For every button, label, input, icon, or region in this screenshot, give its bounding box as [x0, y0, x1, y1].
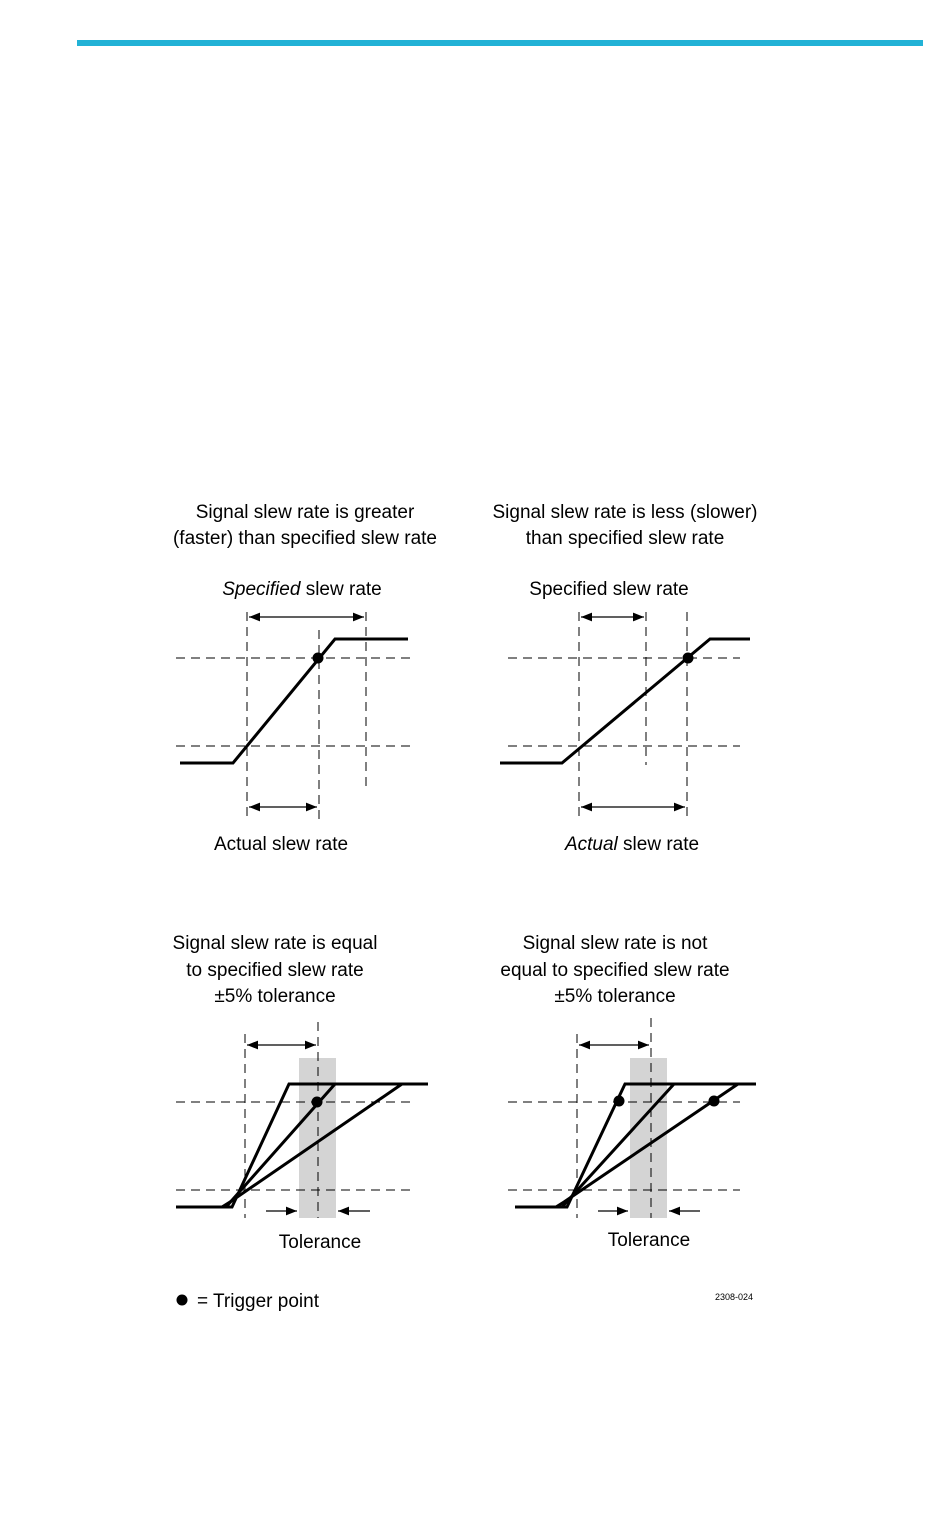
specified-emphasis: Specified	[222, 579, 301, 600]
panel-faster	[173, 502, 437, 855]
trigger-point-dot	[683, 653, 694, 664]
panel-equal-title-line3: ±5% tolerance	[214, 986, 336, 1007]
legend-label: = Trigger point	[197, 1291, 319, 1312]
panel-slower-actual-label	[564, 834, 699, 855]
panel-faster-title-line1: Signal slew rate is greater	[195, 502, 415, 523]
panel-not-equal-tolerance-label: Tolerance	[607, 1230, 691, 1251]
panel-not-equal	[500, 933, 756, 1251]
panel-slower	[492, 502, 757, 855]
trigger-point-dot	[614, 1096, 625, 1107]
panel-not-equal-title-line3: ±5% tolerance	[554, 986, 676, 1007]
panel-faster-specified-label	[222, 579, 381, 600]
trigger-point-dot	[709, 1096, 720, 1107]
legend-trigger-dot-icon	[177, 1295, 188, 1306]
panel-not-equal-title-line2: equal to specified slew rate	[500, 960, 730, 981]
panel-equal-title-line2: to specified slew rate	[186, 960, 364, 981]
actual-emphasis: Actual	[564, 834, 618, 855]
panel-slower-specified-label: Specified slew rate	[529, 579, 689, 600]
figure-id: 2308-024	[714, 1292, 753, 1302]
panel-slower-title-line1: Signal slew rate is less (slower)	[492, 502, 758, 523]
panel-faster-actual-label: Actual slew rate	[213, 834, 349, 855]
signal-waveform	[500, 639, 750, 763]
panel-slower-title-line2: than specified slew rate	[525, 528, 725, 549]
panel-equal-title-line1: Signal slew rate is equal	[172, 933, 378, 954]
panel-not-equal-title-line1: Signal slew rate is not	[522, 933, 708, 954]
trigger-point-dot	[313, 653, 324, 664]
panel-equal	[173, 933, 428, 1253]
panel-faster-title-line2: (faster) than specified slew rate	[172, 528, 438, 549]
trigger-point-dot	[312, 1097, 323, 1108]
actual-rest: slew rate	[617, 834, 700, 855]
legend	[177, 1291, 320, 1312]
panel-equal-tolerance-label: Tolerance	[278, 1232, 362, 1253]
specified-rest: slew rate	[300, 579, 382, 600]
tolerance-band	[630, 1058, 667, 1218]
